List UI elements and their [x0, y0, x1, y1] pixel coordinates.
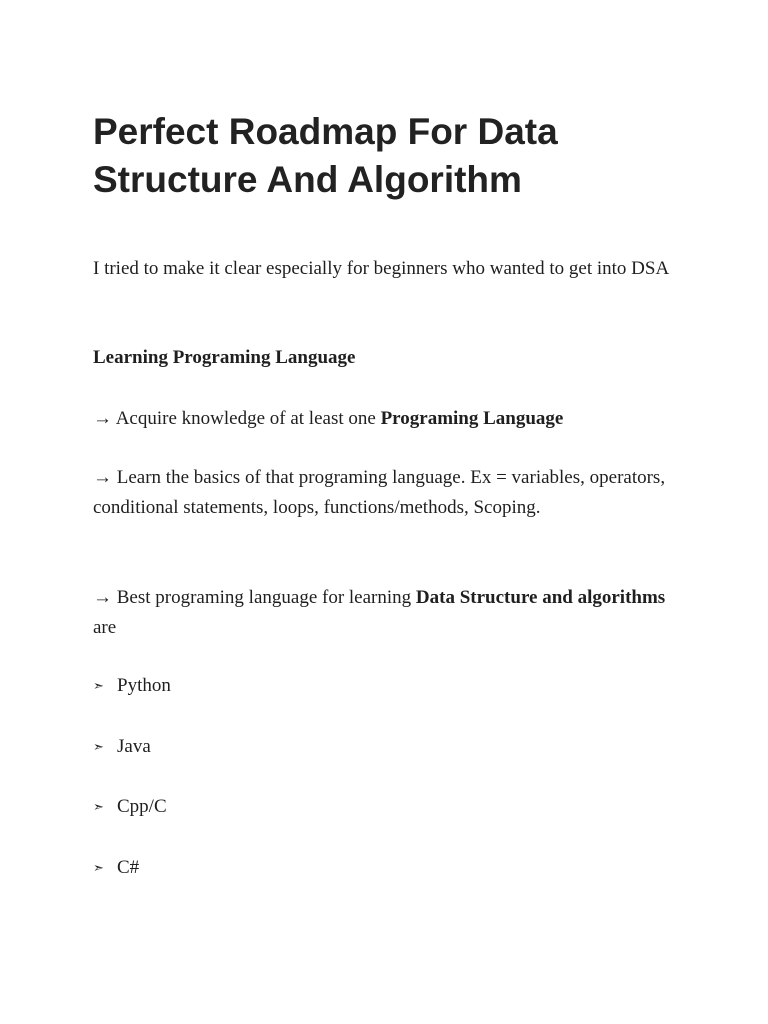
language-item-csharp — [93, 853, 673, 884]
point-tail-text: are — [93, 617, 117, 638]
point-text: Best programing language for learning — [112, 587, 416, 608]
arrow-icon: → — [93, 467, 112, 488]
arrow-bullet-icon: ➣ — [93, 679, 104, 694]
language-item-cpp — [93, 792, 673, 823]
intro-paragraph: I tried to make it clear especially for beginners who wanted to get into DSA — [93, 258, 670, 279]
arrow-icon: → — [93, 587, 112, 608]
language-label: C# — [117, 857, 140, 878]
point-text: Acquire knowledge of at least one — [112, 408, 381, 429]
arrow-bullet-icon: ➣ — [93, 740, 104, 755]
language-label: Python — [117, 675, 171, 696]
point-text: Learn the basics of that programing language. Ex = variables, operators, conditional statements, loops, functions/methods, Scoping. — [93, 467, 666, 518]
arrow-icon: → — [93, 408, 112, 429]
language-label: Java — [117, 736, 151, 757]
point-bold-text: Data Structure and algorithms — [415, 587, 666, 608]
article-title: Perfect Roadmap For Data Structure And Algorithm — [93, 111, 558, 200]
language-label: Cpp/C — [117, 796, 167, 817]
language-item-java — [93, 732, 673, 763]
section-heading — [93, 343, 673, 373]
section-heading-text: Learning Programing Language — [93, 347, 356, 368]
point-best-language — [93, 583, 673, 643]
point-acquire-language — [93, 404, 673, 434]
point-bold-text: Programing Language — [380, 408, 564, 429]
point-learn-basics — [93, 463, 673, 523]
arrow-bullet-icon: ➣ — [93, 800, 104, 815]
language-item-python — [93, 671, 673, 702]
arrow-bullet-icon: ➣ — [93, 861, 104, 876]
